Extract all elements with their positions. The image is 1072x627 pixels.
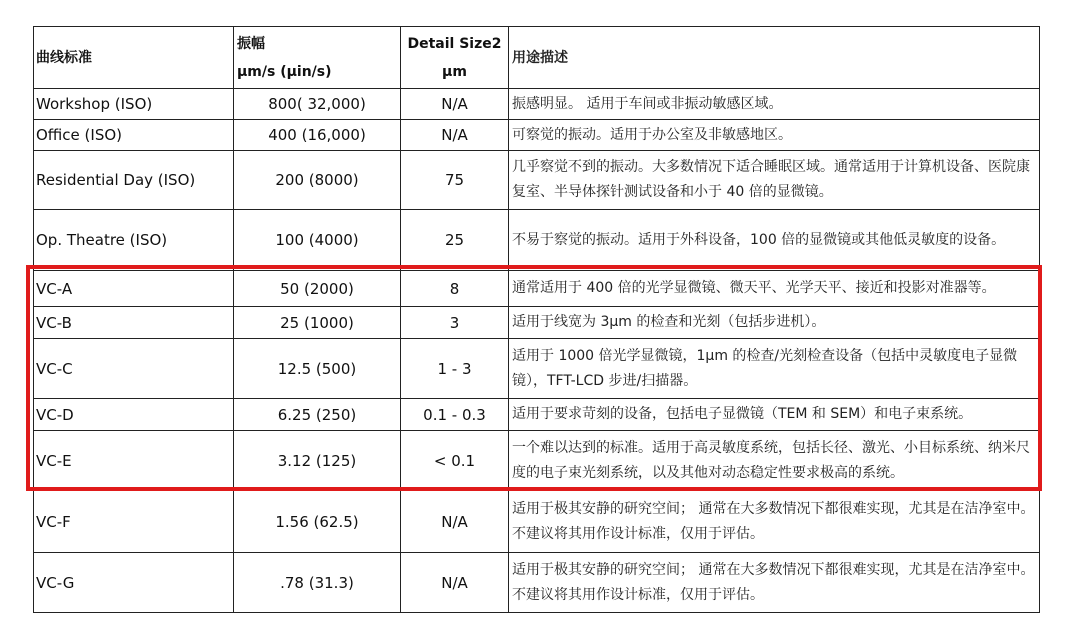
row-name: VC-B	[34, 307, 234, 339]
row-detail: N/A	[401, 553, 509, 613]
table-row	[34, 339, 1040, 399]
row-usage: 适用于线宽为 3μm 的检查和光刻（包括步进机）。	[509, 307, 1040, 339]
row-amplitude: 3.12 (125)	[234, 431, 401, 491]
header-detail-title: Detail Size2	[407, 35, 502, 52]
vibration-criteria-table	[33, 26, 1040, 613]
table-row	[34, 151, 1040, 210]
header-detail-size	[401, 27, 509, 89]
table-row	[34, 491, 1040, 553]
row-detail: 75	[401, 151, 509, 210]
row-name: Op. Theatre (ISO)	[34, 210, 234, 271]
row-detail: N/A	[401, 89, 509, 120]
row-usage: 一个难以达到的标准。适用于高灵敏度系统，包括长径、激光、小目标系统、纳米尺度的电子束光刻系统，以及其他对动态稳定性要求极高的系统。	[509, 431, 1040, 491]
header-amplitude-unit: μm/s (μin/s)	[237, 63, 332, 80]
row-usage: 适用于 1000 倍光学显微镜，1μm 的检查/光刻检查设备（包括中灵敏度电子显微镜），TFT-LCD 步进/扫描器。	[509, 339, 1040, 399]
row-usage: 适用于极其安静的研究空间； 通常在大多数情况下都很难实现，尤其是在洁净室中。 不建议将其用作设计标准，仅用于评估。	[509, 553, 1040, 613]
row-name: Workshop (ISO)	[34, 89, 234, 120]
row-amplitude: 100 (4000)	[234, 210, 401, 271]
table-row	[34, 431, 1040, 491]
table-row	[34, 307, 1040, 339]
row-amplitude: 50 (2000)	[234, 271, 401, 307]
row-amplitude: 1.56 (62.5)	[234, 491, 401, 553]
table-row	[34, 120, 1040, 151]
row-detail: N/A	[401, 491, 509, 553]
row-amplitude: 800( 32,000)	[234, 89, 401, 120]
row-detail: 0.1 - 0.3	[401, 399, 509, 431]
row-name: VC-E	[34, 431, 234, 491]
row-name: Residential Day (ISO)	[34, 151, 234, 210]
row-usage: 可察觉的振动。适用于办公室及非敏感地区。	[509, 120, 1040, 151]
row-usage: 适用于要求苛刻的设备，包括电子显微镜（TEM 和 SEM）和电子束系统。	[509, 399, 1040, 431]
row-amplitude: 25 (1000)	[234, 307, 401, 339]
row-detail: N/A	[401, 120, 509, 151]
row-usage: 通常适用于 400 倍的光学显微镜、微天平、光学天平、接近和投影对准器等。	[509, 271, 1040, 307]
row-name: VC-G	[34, 553, 234, 613]
row-amplitude: .78 (31.3)	[234, 553, 401, 613]
row-detail: 3	[401, 307, 509, 339]
row-usage: 振感明显。 适用于车间或非振动敏感区域。	[509, 89, 1040, 120]
row-detail: 1 - 3	[401, 339, 509, 399]
row-detail: < 0.1	[401, 431, 509, 491]
row-usage: 几乎察觉不到的振动。大多数情况下适合睡眠区域。通常适用于计算机设备、医院康复室、半导体探针测试设备和小于 40 倍的显微镜。	[509, 151, 1040, 210]
header-curve: 曲线标准	[34, 27, 234, 89]
row-usage: 适用于极其安静的研究空间； 通常在大多数情况下都很难实现，尤其是在洁净室中。 不建议将其用作设计标准，仅用于评估。	[509, 491, 1040, 553]
header-detail-unit: μm	[442, 63, 467, 80]
row-name: VC-F	[34, 491, 234, 553]
row-usage: 不易于察觉的振动。适用于外科设备，100 倍的显微镜或其他低灵敏度的设备。	[509, 210, 1040, 271]
table-header-row	[34, 27, 1040, 89]
row-detail: 25	[401, 210, 509, 271]
table-row	[34, 210, 1040, 271]
row-amplitude: 6.25 (250)	[234, 399, 401, 431]
header-amplitude	[234, 27, 401, 89]
row-name: Office (ISO)	[34, 120, 234, 151]
row-name: VC-D	[34, 399, 234, 431]
header-amplitude-title: 振幅	[237, 35, 265, 52]
table-row	[34, 89, 1040, 120]
header-usage: 用途描述	[509, 27, 1040, 89]
row-detail: 8	[401, 271, 509, 307]
table-row	[34, 271, 1040, 307]
row-amplitude: 400 (16,000)	[234, 120, 401, 151]
row-amplitude: 200 (8000)	[234, 151, 401, 210]
table-row	[34, 553, 1040, 613]
row-name: VC-C	[34, 339, 234, 399]
row-name: VC-A	[34, 271, 234, 307]
row-amplitude: 12.5 (500)	[234, 339, 401, 399]
table-row	[34, 399, 1040, 431]
